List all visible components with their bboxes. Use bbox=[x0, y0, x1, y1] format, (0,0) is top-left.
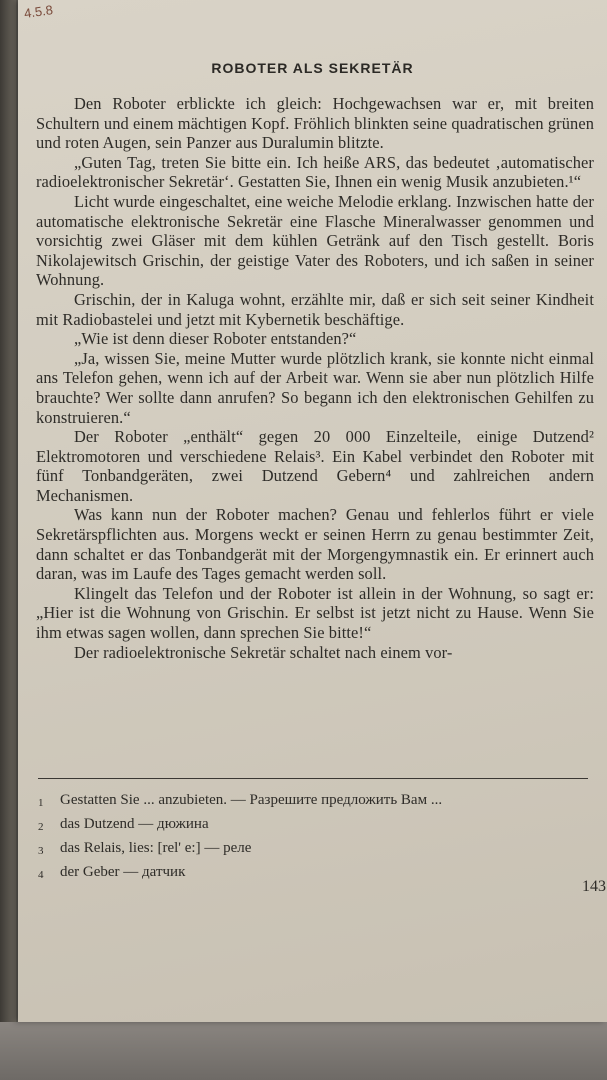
footnote-text: Gestatten Sie ... anzubieten. — Разрешите предложить Вам ... bbox=[60, 792, 443, 808]
paragraph: „Guten Tag, treten Sie bitte ein. Ich heiße ARS, das bedeutet ‚automatischer radioelektronischer Sekretär‘. Gestatten Sie, Ihnen ein wenig Musik anzubieten.¹“ bbox=[36, 152, 594, 192]
paragraph: Der Roboter „enthält“ gegen 20 000 Einzelteile, einige Dutzend² Elektromotoren und verschiedene Relais³. Ein Kabel verbindet den Roboter mit fünf Tonbandgeräten, zwei Dutzend Gebern⁴ und zahlreichen andern Mechanismen. bbox=[36, 427, 594, 505]
paragraph: „Wie ist denn dieser Roboter entstanden?“ bbox=[74, 329, 357, 349]
paragraph: Was kann nun der Roboter machen? Genau und fehlerlos führt er viele Sekretärspflichten aus. Morgens weckt er seinen Herrn zu genau bestimmter Zeit, dann schaltet er das Tonbandgerät mit der Morgengymnastik ein. Er erinnert auch daran, was im Laufe des Tages gemacht werden soll. bbox=[36, 505, 594, 584]
footnote-text: der Geber — датчик bbox=[60, 864, 186, 880]
page-number: 143 bbox=[582, 878, 606, 895]
footnote-number: 3 bbox=[38, 845, 44, 857]
footnote bbox=[38, 790, 598, 814]
paragraph: Klingelt das Telefon und der Roboter ist allein in der Wohnung, so sagt er: „Hier ist die Wohnung von Grischin. Er selbst ist jetzt nicht zu Hause. Wenn Sie ihm etwas sagen wollen, dann sprechen Sie bitte!“ bbox=[36, 583, 594, 643]
paragraph: „Ja, wissen Sie, meine Mutter wurde plötzlich krank, sie konnte nicht einmal ans Telefon gehen, wenn ich auf der Arbeit war. Wenn sie aber nun plötzlich Hilfe brauchte? Wer sollte dann anrufen? So begann ich den elektronischen Gehilfen zu konstruieren.“ bbox=[36, 348, 594, 427]
main-text bbox=[36, 94, 594, 662]
footnote-number: 4 bbox=[38, 869, 44, 881]
footnote bbox=[38, 862, 598, 886]
footnotes bbox=[38, 790, 598, 886]
book-page bbox=[18, 0, 607, 1022]
background-surface bbox=[0, 1022, 607, 1080]
handwritten-corner-note: 4.5.8 bbox=[23, 2, 54, 21]
footnote bbox=[38, 814, 598, 838]
footnote-text: das Dutzend — дюжина bbox=[60, 816, 209, 832]
footnote-text: das Relais, lies: [rel' e:] — реле bbox=[60, 840, 252, 856]
footnote-divider bbox=[38, 778, 588, 779]
paragraph: Den Roboter erblickte ich gleich: Hochgewachsen war er, mit breiten Schultern und einem mächtigen Kopf. Fröhlich blinkten seine quadratischen grünen und roten Augen, sein Panzer aus Duralumin blitzte. bbox=[36, 94, 594, 153]
footnote-number: 1 bbox=[38, 797, 44, 809]
paragraph: Grischin, der in Kaluga wohnt, erzählte mir, daß er sich seit seiner Kindheit mit Radiobastelei und jetzt mit Kybernetik beschäftige. bbox=[36, 289, 594, 329]
page-title: ROBOTER ALS SEKRETÄR bbox=[211, 60, 414, 76]
footnote-number: 2 bbox=[38, 821, 44, 833]
book-spine-edge bbox=[0, 0, 16, 1080]
paragraph: Licht wurde eingeschaltet, eine weiche Melodie erklang. Inzwischen hatte der automatische elektronische Sekretär eine Flasche Mineralwasser genommen und vorsichtig zwei Gläser mit dem kühlen Getränk auf den Tisch gestellt. Boris Nikolajewitsch Grischin, der geistige Vater des Roboters, und ich saßen in seiner Wohnung. bbox=[36, 191, 594, 290]
paragraph: Der radioelektronische Sekretär schaltet nach einem vor- bbox=[74, 642, 453, 662]
footnote bbox=[38, 838, 598, 862]
